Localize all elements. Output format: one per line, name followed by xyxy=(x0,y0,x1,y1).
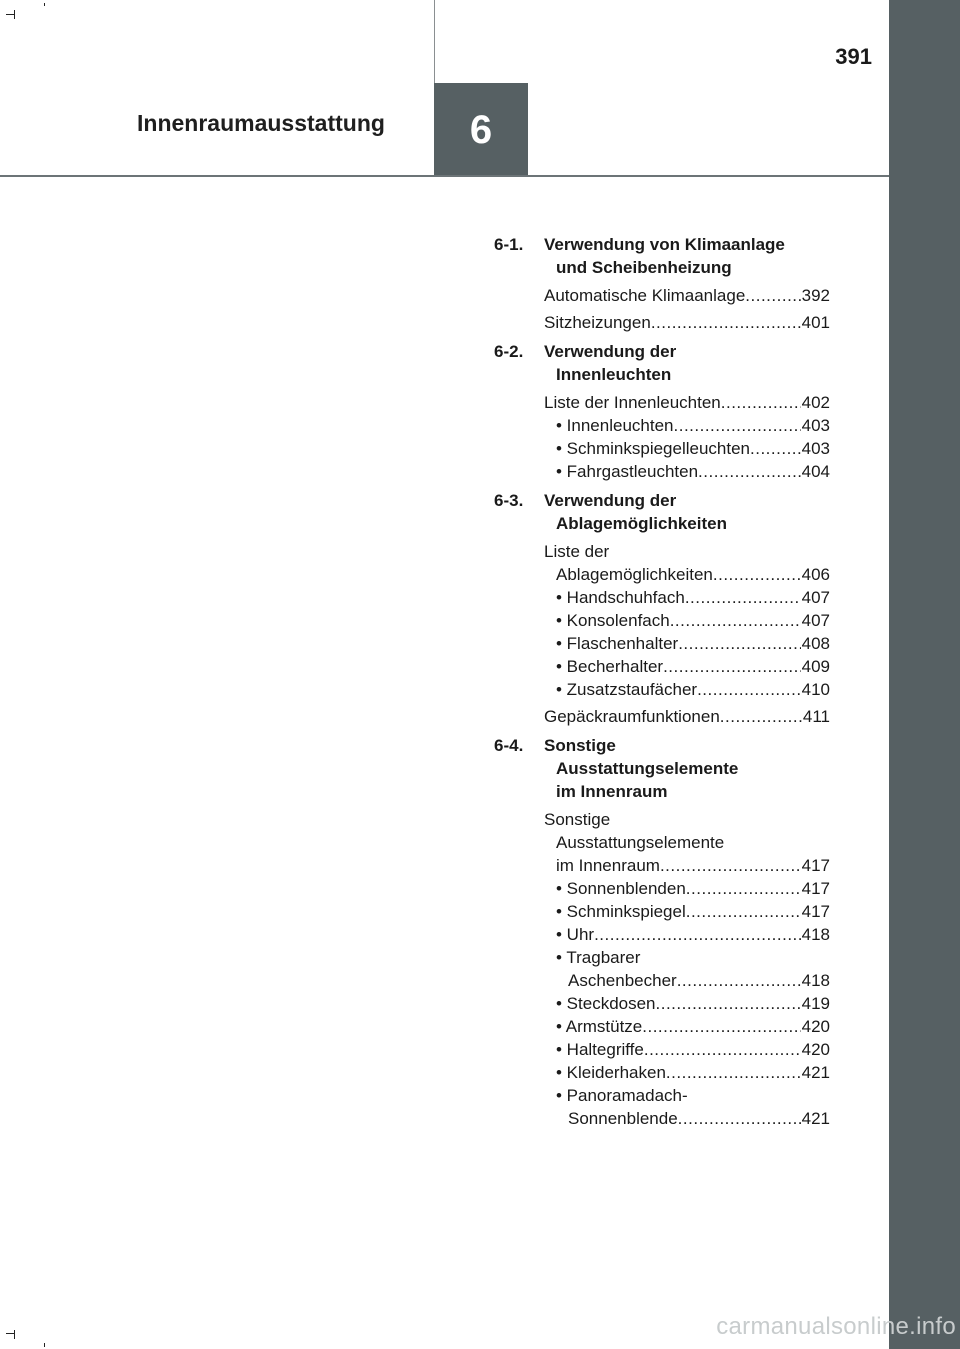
toc-entry[interactable] xyxy=(544,1038,830,1061)
toc-entry-label: • Innenleuchten xyxy=(556,416,674,435)
dot-leader xyxy=(720,705,802,728)
dot-leader xyxy=(663,655,801,678)
toc-entry[interactable] xyxy=(544,632,830,655)
dot-leader xyxy=(745,284,800,307)
dot-leader xyxy=(713,563,801,586)
toc-entry[interactable] xyxy=(544,540,830,586)
toc-entry-page: 411 xyxy=(802,707,830,726)
dot-leader xyxy=(644,1038,801,1061)
table-of-contents xyxy=(494,233,830,1136)
toc-entry[interactable] xyxy=(544,900,830,923)
crop-mark xyxy=(44,3,45,6)
toc-entry[interactable] xyxy=(544,1015,830,1038)
toc-entry[interactable] xyxy=(544,923,830,946)
toc-entry-label: Aschenbecher xyxy=(568,971,677,990)
toc-section xyxy=(494,233,830,334)
crop-mark xyxy=(6,1333,15,1334)
toc-entry-page: 402 xyxy=(801,393,830,412)
toc-entry[interactable] xyxy=(544,1084,830,1130)
chapter-side-band xyxy=(889,0,960,1349)
dot-leader xyxy=(750,437,801,460)
dot-leader xyxy=(698,460,801,483)
chapter-title: Innenraumausstattung xyxy=(137,110,385,136)
toc-entry[interactable] xyxy=(544,460,830,483)
dot-leader xyxy=(674,414,801,437)
toc-section-heading xyxy=(494,340,830,386)
crop-mark xyxy=(44,1343,45,1347)
toc-entry[interactable] xyxy=(544,414,830,437)
dot-leader xyxy=(677,969,801,992)
toc-entry[interactable] xyxy=(544,437,830,460)
dot-leader xyxy=(594,923,801,946)
page-number: 391 xyxy=(835,44,872,69)
toc-entry[interactable] xyxy=(544,391,830,414)
toc-section xyxy=(494,340,830,483)
toc-entry-page: 410 xyxy=(801,680,830,699)
toc-entry-label: Ablagemöglichkeiten xyxy=(556,565,713,584)
dot-leader xyxy=(642,1015,800,1038)
chapter-number-box xyxy=(434,83,528,177)
toc-entry[interactable] xyxy=(544,678,830,701)
toc-entry-page: 419 xyxy=(801,994,830,1013)
section-number: 6-2. xyxy=(494,342,524,361)
toc-entry-page: 420 xyxy=(801,1040,830,1059)
toc-entry-label: • Steckdosen xyxy=(556,994,656,1013)
toc-entry-label: • Tragbarer xyxy=(556,948,641,967)
dot-leader xyxy=(678,632,800,655)
toc-entry-label: • Handschuhfach xyxy=(556,588,685,607)
toc-entry-label: Ausstattungselemente xyxy=(556,833,725,852)
dot-leader xyxy=(660,854,801,877)
toc-entry-label: • Zusatzstaufächer xyxy=(556,680,698,699)
toc-entry-label: Liste der Innenleuchten xyxy=(544,393,721,412)
crop-mark xyxy=(14,1330,15,1339)
section-number: 6-1. xyxy=(494,235,524,254)
dot-leader xyxy=(656,992,801,1015)
toc-entry[interactable] xyxy=(544,877,830,900)
toc-entry-page: 407 xyxy=(801,588,830,607)
toc-entry-label: • Konsolenfach xyxy=(556,611,670,630)
dot-leader xyxy=(670,609,801,632)
toc-entry-label: • Becherhalter xyxy=(556,657,664,676)
dot-leader xyxy=(697,678,801,701)
section-title: Verwendung der Innenleuchten xyxy=(544,342,677,384)
toc-entry[interactable] xyxy=(544,992,830,1015)
toc-entry-label: im Innenraum xyxy=(556,856,660,875)
toc-entry-page: 401 xyxy=(801,313,830,332)
toc-entry-label: Automatische Klimaanlage xyxy=(544,286,746,305)
toc-entry-page: 417 xyxy=(801,856,830,875)
toc-section-heading xyxy=(494,489,830,535)
toc-entry-label: Sonnenblende xyxy=(568,1109,678,1128)
toc-entry-page: 421 xyxy=(801,1109,830,1128)
section-title: Verwendung der Ablagemöglichkeiten xyxy=(544,491,727,533)
toc-entry-page: 420 xyxy=(801,1017,830,1036)
toc-entry-label: Liste der xyxy=(544,542,610,561)
toc-entry-label: • Flaschenhalter xyxy=(556,634,679,653)
toc-entry-label: • Kleiderhaken xyxy=(556,1063,666,1082)
toc-entry-label: • Haltegriffe xyxy=(556,1040,644,1059)
section-title: Verwendung von Klimaanlage und Scheibenheizung xyxy=(544,235,785,277)
toc-entry-label: • Sonnenblenden xyxy=(556,879,686,898)
toc-entry-page: 407 xyxy=(801,611,830,630)
dot-leader xyxy=(686,877,801,900)
chapter-number: 6 xyxy=(469,107,493,152)
toc-entry-page: 409 xyxy=(801,657,830,676)
toc-entry-label: • Schminkspiegelleuchten xyxy=(556,439,751,458)
toc-entry-label: • Uhr xyxy=(556,925,595,944)
toc-entry[interactable] xyxy=(544,946,830,992)
dot-leader xyxy=(651,311,801,334)
dot-leader xyxy=(685,586,801,609)
dot-leader xyxy=(686,900,801,923)
toc-entry[interactable] xyxy=(544,311,830,334)
toc-entry[interactable] xyxy=(544,808,830,877)
toc-entry[interactable] xyxy=(544,1061,830,1084)
toc-entry-label: • Armstütze xyxy=(556,1017,643,1036)
section-title: Sonstige Ausstattungselemente im Innenraum xyxy=(544,736,739,801)
toc-section-heading xyxy=(494,233,830,279)
toc-entry-label: • Fahrgastleuchten xyxy=(556,462,699,481)
toc-entry-label: Sitzheizungen xyxy=(544,313,651,332)
toc-entry[interactable] xyxy=(544,705,830,728)
toc-entry-page: 404 xyxy=(801,462,830,481)
section-number: 6-3. xyxy=(494,491,524,510)
watermark: carmanualsonline.info xyxy=(716,1313,956,1340)
toc-entry[interactable] xyxy=(544,655,830,678)
crop-mark xyxy=(6,14,15,15)
toc-entry-page: 392 xyxy=(801,286,830,305)
toc-entry-page: 417 xyxy=(801,879,830,898)
toc-section xyxy=(494,734,830,1130)
toc-entry-label: • Schminkspiegel xyxy=(556,902,686,921)
toc-section xyxy=(494,489,830,728)
header-rule xyxy=(0,175,889,177)
toc-entry-page: 406 xyxy=(801,565,830,584)
toc-entry-page: 421 xyxy=(801,1063,830,1082)
toc-entry-page: 408 xyxy=(801,634,830,653)
toc-entry-page: 403 xyxy=(801,439,830,458)
toc-entry[interactable] xyxy=(544,609,830,632)
toc-section-heading xyxy=(494,734,830,803)
toc-entry[interactable] xyxy=(544,586,830,609)
toc-entry-label: • Panoramadach- xyxy=(556,1086,688,1105)
toc-entry-page: 418 xyxy=(801,925,830,944)
section-number: 6-4. xyxy=(494,736,524,755)
toc-entry-page: 403 xyxy=(801,416,830,435)
header-divider xyxy=(434,0,435,83)
toc-entry[interactable] xyxy=(544,284,830,307)
dot-leader xyxy=(678,1107,801,1130)
dot-leader xyxy=(666,1061,801,1084)
toc-entry-label: Gepäckraumfunktionen xyxy=(544,707,720,726)
toc-entry-page: 418 xyxy=(801,971,830,990)
toc-entry-page: 417 xyxy=(801,902,830,921)
dot-leader xyxy=(721,391,801,414)
toc-entry-label: Sonstige xyxy=(544,810,611,829)
